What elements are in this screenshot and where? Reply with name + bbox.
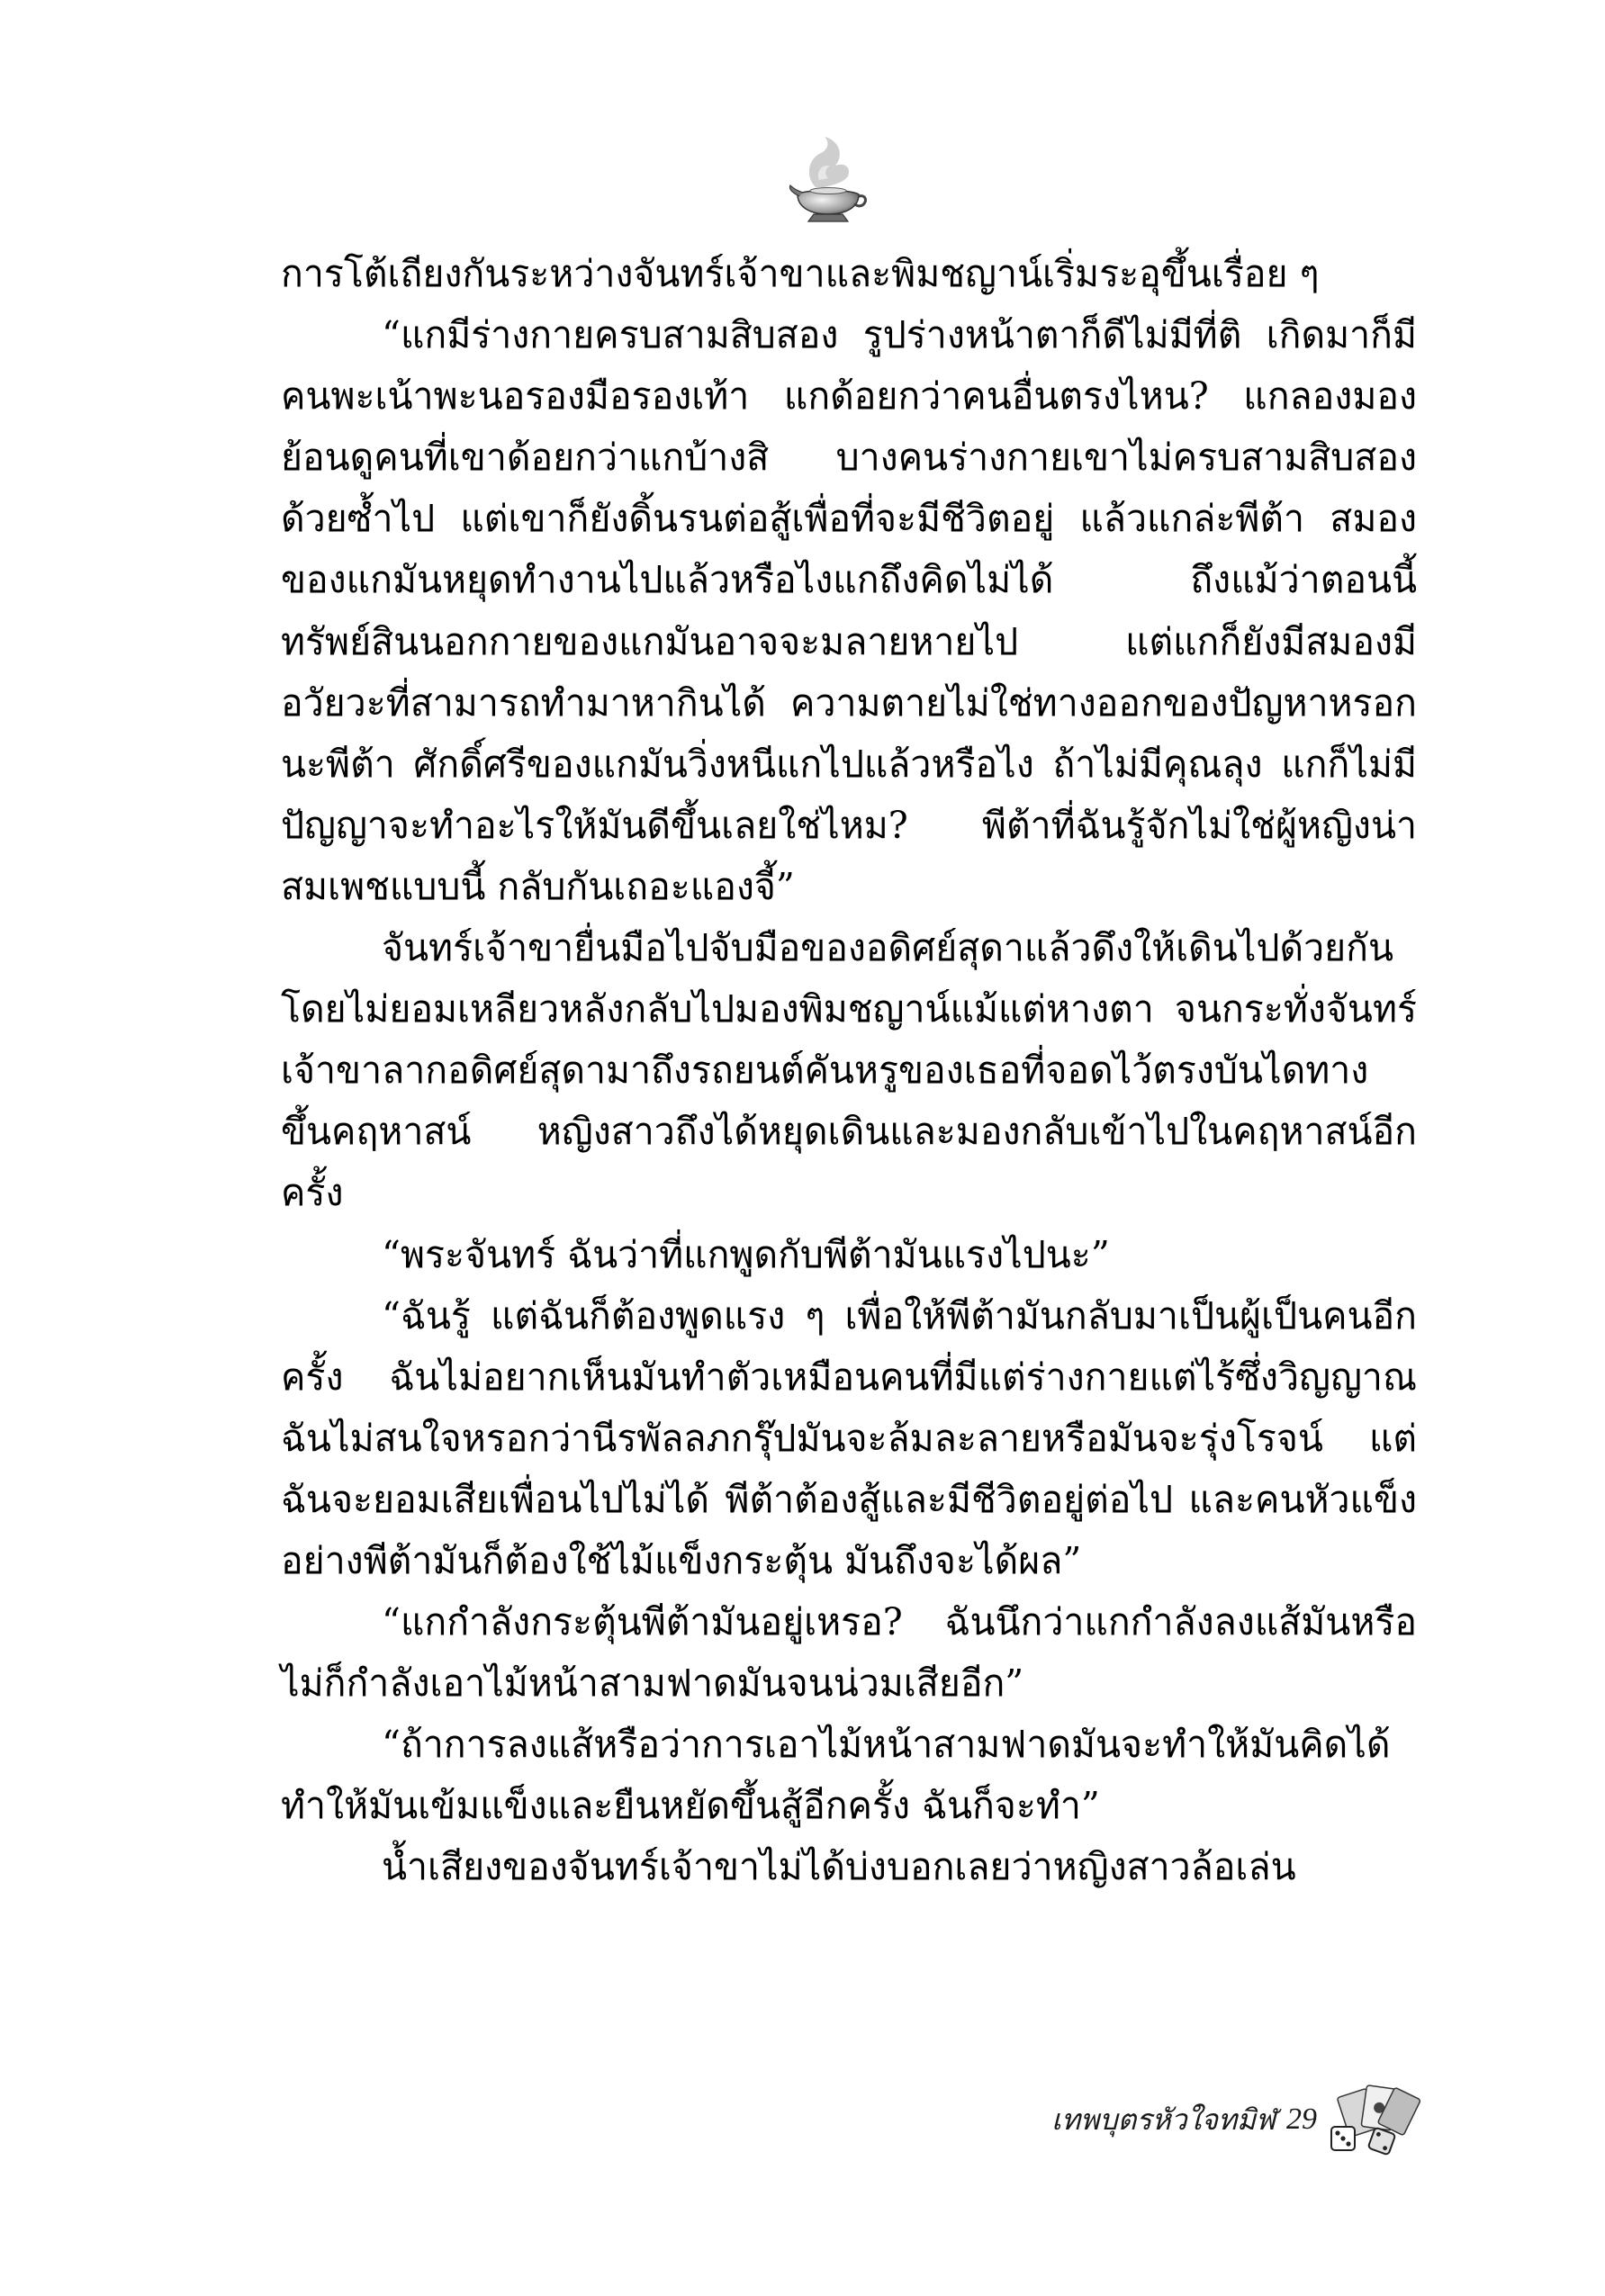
paragraph-6: “แกกำลังกระตุ้นพีต้ามันอยู่เหรอ? ฉันนึกว่าแกกำลังลงแส้มันหรือไม่ก็กำลังเอาไม้หน้าสามฟาดมันจนน่วมเสียอีก” [281, 1600, 1417, 1706]
running-title: เทพบุตรหัวใจทมิฬ [1051, 2102, 1276, 2137]
page-number: 29 [1286, 2102, 1317, 2136]
paragraph-8: น้ำเสียงของจันทร์เจ้าขาไม่ได้บ่งบอกเลยว่าหญิงสาวล้อเล่น [382, 1845, 1296, 1889]
chapter-body-text [281, 243, 1417, 1898]
magic-lamp-icon [789, 135, 868, 234]
cards-and-dice-icon [1326, 2084, 1425, 2156]
paragraph-7: “ถ้าการลงแส้หรือว่าการเอาไม้หน้าสามฟาดมันจะทำให้มันคิดได้ ทำให้มันเข้มแข็งและยืนหยัดขึ้นสู้อีกครั้ง ฉันก็จะทำ” [281, 1723, 1391, 1828]
paragraph-2: “แกมีร่างกายครบสามสิบสอง รูปร่างหน้าตาก็ดีไม่มีที่ติ เกิดมาก็มีคนพะเน้าพะนอรองมือรองเท้า แกด้อยกว่าคนอื่นตรงไหน? แกลองมองย้อนดูคนที่เขาด้อยกว่าแกบ้างสิ บางคนร่างกายเขาไม่ครบสามสิบสองด้วยซ้ำไป แต่เขาก็ยังดิ้นรนต่อสู้เพื่อที่จะมีชีวิตอยู่ แล้วแกล่ะพีต้า สมองของแกมันหยุดทำงานไปแล้วหรือไงแกถึงคิดไม่ได้ ถึงแม้ว่าตอนนี้ทรัพย์สินนอกกายของแกมันอาจจะมลายหายไป แต่แกก็ยังมีสมองมีอวัยวะที่สามารถทำมาหากินได้ ความตายไม่ใช่ทางออกของปัญหาหรอกนะพีต้า ศักดิ์ศรีของแกมันวิ่งหนีแกไปแล้วหรือไง ถ้าไม่มีคุณลุง แกก็ไม่มีปัญญาจะทำอะไรให้มันดีขึ้นเลยใช่ไหม? พีต้าที่ฉันรู้จักไม่ใช่ผู้หญิงน่าสมเพชแบบนี้ กลับกันเถอะแองจี้” [281, 313, 1417, 908]
paragraph-5: “ฉันรู้ แต่ฉันก็ต้องพูดแรง ๆ เพื่อให้พีต้ามันกลับมาเป็นผู้เป็นคนอีกครั้ง ฉันไม่อยากเห็นมันทำตัวเหมือนคนที่มีแต่ร่างกายแต่ไร้ซึ่งวิญญาณ ฉันไม่สนใจหรอกว่านีรพัลลภกรุ๊ปมันจะล้มละลายหรือมันจะรุ่งโรจน์ แต่ฉันจะยอมเสียเพื่อนไปไม่ได้ พีต้าต้องสู้และมีชีวิตอยู่ต่อไป และคนหัวแข็งอย่างพีต้ามันก็ต้องใช้ไม้แข็งกระตุ้น มันถึงจะได้ผล” [281, 1293, 1417, 1582]
paragraph-3: จันทร์เจ้าขายื่นมือไปจับมือของอดิศย์สุดาแล้วดึงให้เดินไปด้วยกัน โดยไม่ยอมเหลียวหลังกลับไปมองพิมชญาน์แม้แต่หางตา จนกระทั่งจันทร์เจ้าขาลากอดิศย์สุดามาถึงรถยนต์คันหรูของเธอที่จอดไว้ตรงบันไดทางขึ้นคฤหาสน์ หญิงสาวถึงได้หยุดเดินและมองกลับเข้าไปในคฤหาสน์อีกครั้ง [281, 926, 1417, 1215]
paragraph-1: การโต้เถียงกันระหว่างจันทร์เจ้าขาและพิมชญาน์เริ่มระอุขึ้นเรื่อย ๆ [281, 252, 1320, 295]
paragraph-4: “พระจันทร์ ฉันว่าที่แกพูดกับพีต้ามันแรงไปนะ” [382, 1232, 1110, 1276]
page-footer [1051, 2079, 1425, 2160]
